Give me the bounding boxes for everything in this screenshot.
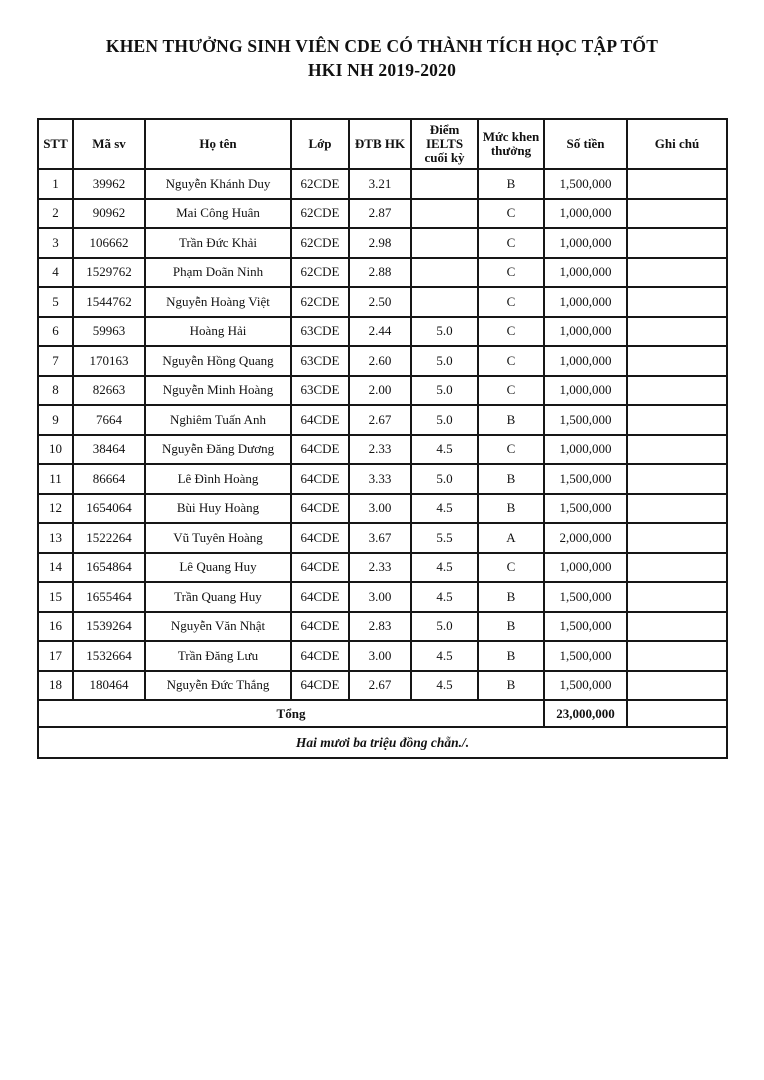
cell-ielts: 4.5	[411, 435, 478, 465]
cell-muc: B	[478, 494, 544, 524]
cell-stt: 5	[38, 287, 73, 317]
cell-dtb: 2.44	[349, 317, 411, 347]
cell-muc: B	[478, 405, 544, 435]
column-header-stt: STT	[38, 119, 73, 169]
cell-dtb: 2.87	[349, 199, 411, 229]
cell-lop: 64CDE	[291, 671, 349, 701]
page-title	[0, 34, 764, 82]
cell-dtb: 3.21	[349, 169, 411, 199]
cell-so_tien: 2,000,000	[544, 523, 627, 553]
cell-dtb: 2.50	[349, 287, 411, 317]
cell-dtb: 2.33	[349, 435, 411, 465]
cell-stt: 3	[38, 228, 73, 258]
cell-stt: 18	[38, 671, 73, 701]
cell-so_tien: 1,500,000	[544, 169, 627, 199]
cell-ghi_chu	[627, 199, 727, 229]
cell-ghi_chu	[627, 258, 727, 288]
cell-so_tien: 1,500,000	[544, 464, 627, 494]
cell-so_tien: 1,000,000	[544, 258, 627, 288]
column-header-ielts: Điểm IELTS cuối kỳ	[411, 119, 478, 169]
cell-ghi_chu	[627, 287, 727, 317]
cell-ho_ten: Nguyễn Đức Thắng	[145, 671, 291, 701]
reward-table	[37, 118, 728, 759]
cell-lop: 64CDE	[291, 582, 349, 612]
table-header-row	[38, 119, 727, 169]
cell-ho_ten: Phạm Doãn Ninh	[145, 258, 291, 288]
cell-lop: 64CDE	[291, 641, 349, 671]
table-row	[38, 582, 727, 612]
cell-muc: B	[478, 671, 544, 701]
cell-lop: 64CDE	[291, 612, 349, 642]
cell-muc: B	[478, 169, 544, 199]
title-line-1: KHEN THƯỞNG SINH VIÊN CDE CÓ THÀNH TÍCH HỌC TẬP TỐT	[105, 36, 659, 56]
cell-dtb: 3.00	[349, 641, 411, 671]
cell-ielts: 5.0	[411, 376, 478, 406]
table-row	[38, 228, 727, 258]
cell-ielts: 4.5	[411, 641, 478, 671]
cell-ma_sv: 1654064	[73, 494, 145, 524]
cell-ielts: 5.0	[411, 464, 478, 494]
cell-so_tien: 1,000,000	[544, 435, 627, 465]
cell-ielts	[411, 228, 478, 258]
cell-stt: 1	[38, 169, 73, 199]
cell-stt: 9	[38, 405, 73, 435]
cell-dtb: 2.00	[349, 376, 411, 406]
cell-dtb: 2.88	[349, 258, 411, 288]
cell-stt: 4	[38, 258, 73, 288]
cell-ghi_chu	[627, 317, 727, 347]
table-row	[38, 494, 727, 524]
cell-ielts: 5.0	[411, 317, 478, 347]
cell-ma_sv: 1522264	[73, 523, 145, 553]
cell-so_tien: 1,000,000	[544, 317, 627, 347]
cell-stt: 10	[38, 435, 73, 465]
total-label: Tổng	[38, 700, 544, 727]
cell-ma_sv: 86664	[73, 464, 145, 494]
cell-ma_sv: 1539264	[73, 612, 145, 642]
cell-stt: 13	[38, 523, 73, 553]
cell-muc: C	[478, 258, 544, 288]
cell-ielts: 4.5	[411, 494, 478, 524]
cell-stt: 17	[38, 641, 73, 671]
cell-ho_ten: Lê Đình Hoàng	[145, 464, 291, 494]
cell-lop: 62CDE	[291, 258, 349, 288]
cell-ghi_chu	[627, 228, 727, 258]
cell-lop: 62CDE	[291, 228, 349, 258]
cell-ielts: 4.5	[411, 671, 478, 701]
cell-lop: 64CDE	[291, 464, 349, 494]
cell-ghi_chu	[627, 464, 727, 494]
cell-ho_ten: Bùi Huy Hoàng	[145, 494, 291, 524]
cell-stt: 11	[38, 464, 73, 494]
cell-ho_ten: Nguyễn Đăng Dương	[145, 435, 291, 465]
cell-so_tien: 1,000,000	[544, 287, 627, 317]
cell-lop: 62CDE	[291, 169, 349, 199]
table-row	[38, 199, 727, 229]
cell-so_tien: 1,000,000	[544, 228, 627, 258]
cell-ielts: 5.0	[411, 405, 478, 435]
cell-so_tien: 1,500,000	[544, 582, 627, 612]
cell-ma_sv: 1529762	[73, 258, 145, 288]
column-header-dtb_hk: ĐTB HK	[349, 119, 411, 169]
column-header-lop: Lớp	[291, 119, 349, 169]
cell-so_tien: 1,500,000	[544, 494, 627, 524]
cell-ma_sv: 59963	[73, 317, 145, 347]
table-row	[38, 346, 727, 376]
cell-lop: 62CDE	[291, 287, 349, 317]
cell-stt: 12	[38, 494, 73, 524]
cell-muc: B	[478, 641, 544, 671]
cell-so_tien: 1,500,000	[544, 641, 627, 671]
cell-dtb: 2.83	[349, 612, 411, 642]
cell-ielts	[411, 258, 478, 288]
cell-ho_ten: Mai Công Huân	[145, 199, 291, 229]
cell-dtb: 2.60	[349, 346, 411, 376]
cell-lop: 63CDE	[291, 346, 349, 376]
cell-ho_ten: Nguyễn Hồng Quang	[145, 346, 291, 376]
table-row	[38, 169, 727, 199]
cell-muc: C	[478, 228, 544, 258]
cell-stt: 15	[38, 582, 73, 612]
table-row	[38, 287, 727, 317]
cell-ghi_chu	[627, 641, 727, 671]
cell-dtb: 3.33	[349, 464, 411, 494]
cell-ho_ten: Lê Quang Huy	[145, 553, 291, 583]
column-header-ho_ten: Họ tên	[145, 119, 291, 169]
cell-dtb: 3.00	[349, 582, 411, 612]
cell-so_tien: 1,000,000	[544, 199, 627, 229]
cell-ielts: 5.0	[411, 346, 478, 376]
total-amount: 23,000,000	[544, 700, 627, 727]
table-row	[38, 464, 727, 494]
cell-ielts: 4.5	[411, 553, 478, 583]
cell-lop: 64CDE	[291, 494, 349, 524]
cell-muc: C	[478, 553, 544, 583]
cell-so_tien: 1,500,000	[544, 405, 627, 435]
cell-stt: 8	[38, 376, 73, 406]
cell-lop: 64CDE	[291, 435, 349, 465]
cell-lop: 64CDE	[291, 553, 349, 583]
cell-muc: B	[478, 612, 544, 642]
column-header-ghi_chu: Ghi chú	[627, 119, 727, 169]
cell-ghi_chu	[627, 405, 727, 435]
cell-ma_sv: 7664	[73, 405, 145, 435]
cell-ho_ten: Hoàng Hải	[145, 317, 291, 347]
cell-ho_ten: Nguyễn Minh Hoàng	[145, 376, 291, 406]
cell-ma_sv: 1655464	[73, 582, 145, 612]
cell-so_tien: 1,000,000	[544, 346, 627, 376]
cell-ielts	[411, 199, 478, 229]
table-row	[38, 612, 727, 642]
cell-muc: C	[478, 317, 544, 347]
cell-dtb: 3.00	[349, 494, 411, 524]
cell-ma_sv: 1544762	[73, 287, 145, 317]
cell-muc: C	[478, 287, 544, 317]
cell-ghi_chu	[627, 612, 727, 642]
table-row	[38, 553, 727, 583]
cell-lop: 64CDE	[291, 523, 349, 553]
cell-stt: 2	[38, 199, 73, 229]
table-row	[38, 641, 727, 671]
cell-so_tien: 1,000,000	[544, 376, 627, 406]
cell-ma_sv: 90962	[73, 199, 145, 229]
cell-lop: 64CDE	[291, 405, 349, 435]
column-header-ma_sv: Mã sv	[73, 119, 145, 169]
cell-muc: A	[478, 523, 544, 553]
cell-ghi_chu	[627, 169, 727, 199]
cell-stt: 16	[38, 612, 73, 642]
cell-dtb: 2.67	[349, 671, 411, 701]
amount-in-words: Hai mươi ba triệu đồng chẵn./.	[38, 727, 727, 758]
cell-ielts	[411, 287, 478, 317]
cell-muc: C	[478, 346, 544, 376]
cell-ho_ten: Trần Đức Khải	[145, 228, 291, 258]
cell-ghi_chu	[627, 346, 727, 376]
cell-stt: 7	[38, 346, 73, 376]
cell-ma_sv: 1654864	[73, 553, 145, 583]
cell-ghi_chu	[627, 494, 727, 524]
cell-muc: B	[478, 582, 544, 612]
cell-ghi_chu	[627, 671, 727, 701]
cell-ghi_chu	[627, 435, 727, 465]
cell-dtb: 2.98	[349, 228, 411, 258]
cell-muc: C	[478, 435, 544, 465]
cell-ma_sv: 1532664	[73, 641, 145, 671]
cell-ghi_chu	[627, 523, 727, 553]
cell-ghi_chu	[627, 376, 727, 406]
cell-ielts: 5.5	[411, 523, 478, 553]
cell-so_tien: 1,000,000	[544, 553, 627, 583]
table-row	[38, 258, 727, 288]
table-row	[38, 376, 727, 406]
cell-ho_ten: Trần Quang Huy	[145, 582, 291, 612]
amount-in-words-row	[38, 727, 727, 758]
total-row	[38, 700, 727, 727]
cell-ho_ten: Nguyễn Hoàng Việt	[145, 287, 291, 317]
table-row	[38, 317, 727, 347]
cell-lop: 63CDE	[291, 317, 349, 347]
cell-lop: 63CDE	[291, 376, 349, 406]
cell-muc: C	[478, 376, 544, 406]
cell-dtb: 2.33	[349, 553, 411, 583]
cell-ma_sv: 180464	[73, 671, 145, 701]
table-row	[38, 405, 727, 435]
cell-muc: C	[478, 199, 544, 229]
cell-so_tien: 1,500,000	[544, 612, 627, 642]
column-header-muc_khen: Mức khen thưởng	[478, 119, 544, 169]
cell-dtb: 3.67	[349, 523, 411, 553]
table-row	[38, 671, 727, 701]
cell-muc: B	[478, 464, 544, 494]
cell-stt: 6	[38, 317, 73, 347]
title-line-2: HKI NH 2019-2020	[307, 60, 457, 80]
cell-ma_sv: 170163	[73, 346, 145, 376]
cell-ma_sv: 38464	[73, 435, 145, 465]
column-header-so_tien: Số tiền	[544, 119, 627, 169]
cell-ho_ten: Vũ Tuyên Hoàng	[145, 523, 291, 553]
cell-so_tien: 1,500,000	[544, 671, 627, 701]
total-ghi-chu-cell	[627, 700, 727, 727]
cell-ielts: 5.0	[411, 612, 478, 642]
cell-ho_ten: Nghiêm Tuấn Anh	[145, 405, 291, 435]
cell-lop: 62CDE	[291, 199, 349, 229]
cell-ma_sv: 39962	[73, 169, 145, 199]
cell-ho_ten: Nguyễn Khánh Duy	[145, 169, 291, 199]
cell-ghi_chu	[627, 553, 727, 583]
cell-ielts: 4.5	[411, 582, 478, 612]
table-row	[38, 523, 727, 553]
cell-ma_sv: 106662	[73, 228, 145, 258]
cell-ma_sv: 82663	[73, 376, 145, 406]
cell-ho_ten: Nguyễn Văn Nhật	[145, 612, 291, 642]
cell-ielts	[411, 169, 478, 199]
table-row	[38, 435, 727, 465]
cell-ho_ten: Trần Đăng Lưu	[145, 641, 291, 671]
cell-dtb: 2.67	[349, 405, 411, 435]
cell-stt: 14	[38, 553, 73, 583]
cell-ghi_chu	[627, 582, 727, 612]
